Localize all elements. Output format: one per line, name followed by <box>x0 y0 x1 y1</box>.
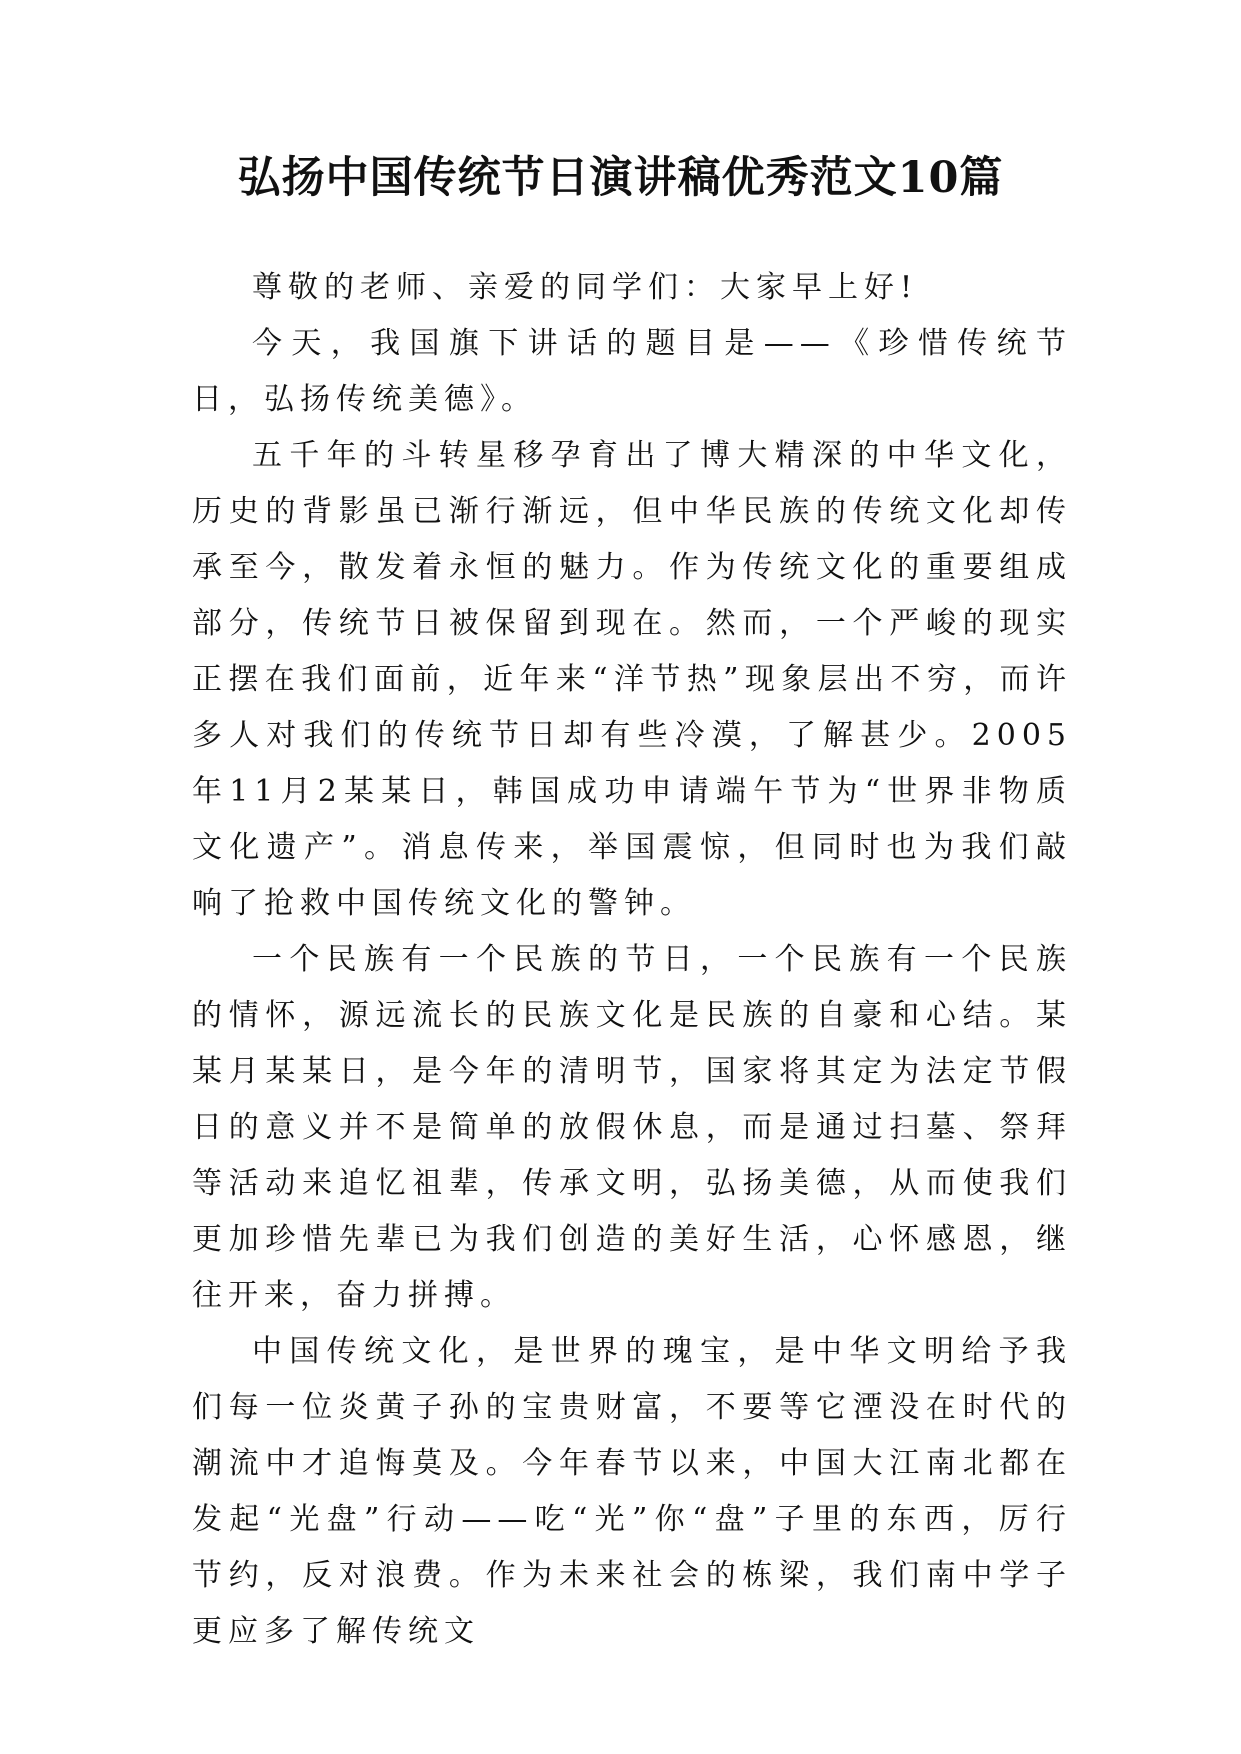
paragraph-heritage: 中国传统文化，是世界的瑰宝，是中华文明给予我们每一位炎黄子孙的宝贵财富，不要等它湮没在时代的潮流中才追悔莫及。今年春节以来，中国大江南北都在发起“光盘”行动——吃“光”你“盘”子里的东西，厉行节约，反对浪费。作为未来社会的栋梁，我们南中学子更应多了解传统文 <box>192 1334 1072 1649</box>
paragraph-greeting: 尊敬的老师、亲爱的同学们：大家早上好! <box>252 270 919 305</box>
document-body <box>192 260 1072 1660</box>
paragraph-festival: 一个民族有一个民族的节日，一个民族有一个民族的情怀，源远流长的民族文化是民族的自豪和心结。某某月某某日，是今年的清明节，国家将其定为法定节假日的意义并不是简单的放假休息，而是通过扫墓、祭拜等活动来追忆祖辈，传承文明，弘扬美德，从而使我们更加珍惜先辈已为我们创造的美好生活，心怀感恩，继往开来，奋力拼搏。 <box>192 942 1072 1313</box>
paragraph-topic: 今天，我国旗下讲话的题目是——《珍惜传统节日，弘扬传统美德》。 <box>192 326 1072 417</box>
document-title: 弘扬中国传统节日演讲稿优秀范文10篇 <box>237 153 1004 203</box>
paragraph-history: 五千年的斗转星移孕育出了博大精深的中华文化，历史的背影虽已渐行渐远，但中华民族的传统文化却传承至今，散发着永恒的魅力。作为传统文化的重要组成部分，传统节日被保留到现在。然而，一个严峻的现实正摆在我们面前，近年来“洋节热”现象层出不穷，而许多人对我们的传统节日却有些冷漠，了解甚少。2005年11月2某某日，韩国成功申请端午节为“世界非物质文化遗产”。消息传来，举国震惊，但同时也为我们敲响了抢救中国传统文化的警钟。 <box>192 438 1072 921</box>
